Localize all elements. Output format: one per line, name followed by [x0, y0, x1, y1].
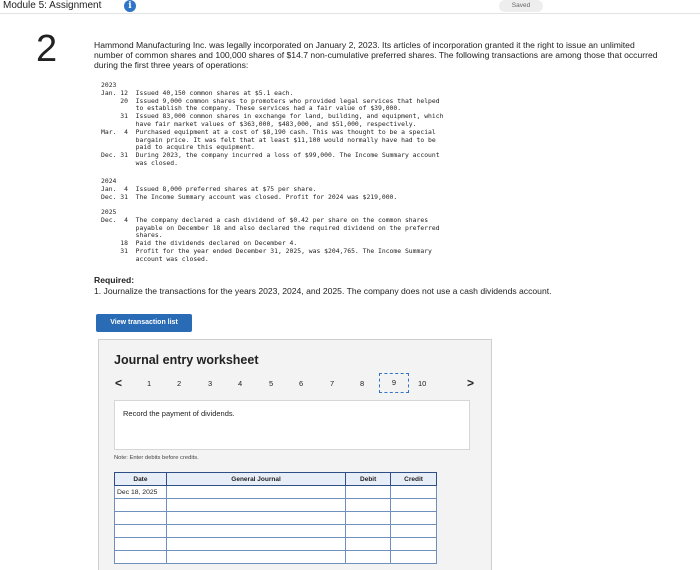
- debit-input[interactable]: [346, 499, 391, 512]
- account-input[interactable]: [166, 538, 345, 551]
- table-row: [115, 551, 437, 564]
- view-transaction-list-button[interactable]: View transaction list: [96, 314, 192, 332]
- date-cell[interactable]: [115, 551, 167, 564]
- account-input[interactable]: [166, 525, 345, 538]
- page-3[interactable]: 3: [208, 379, 213, 388]
- prev-page-icon[interactable]: <: [115, 376, 123, 390]
- column-debit: Debit: [346, 473, 391, 486]
- date-cell[interactable]: [115, 525, 167, 538]
- credit-input[interactable]: [391, 538, 437, 551]
- account-input[interactable]: [166, 551, 345, 564]
- date-cell[interactable]: [115, 499, 167, 512]
- info-icon[interactable]: i: [124, 0, 136, 12]
- account-input[interactable]: [166, 499, 345, 512]
- table-row: [115, 538, 437, 551]
- question-intro: Hammond Manufacturing Inc. was legally incorporated on January 2, 2023. Its articles of incorporation granted it the right to issue an unlimited number of common shares and 100,000 shares of $14.7 non-cumulative preferred shares. The following transactions are among those that occurred during the first three years of operations:: [94, 40, 658, 70]
- column-date: Date: [115, 473, 167, 486]
- journal-table: [114, 472, 437, 564]
- transactions-2023: 2023 Jan. 12 Issued 40,150 common shares at $5.1 each. 20 Issued 9,000 common shares to promoters who provided legal services that helped to establish the company. These services had a fair value of $39,000. 31 Issued 83,000 common shares in exchange for land, building, and equipment, which have fair market values of $363,000, $483,000, and $51,000, respectively. Mar. 4 Purchased equipment at a cost of $8,190 cash. This was thought to be a special bargain price. It was felt that at least $11,100 would normally have had to be paid to acquire this equipment. Dec. 31 During 2023, the company incurred a loss of $99,000. The Income Summary account was closed.: [101, 81, 444, 167]
- note-text: Note: Enter debits before credits.: [114, 455, 199, 461]
- page-7[interactable]: 7: [330, 379, 335, 388]
- page-1[interactable]: 1: [147, 379, 152, 388]
- credit-input[interactable]: [391, 551, 437, 564]
- date-cell[interactable]: Dec 18, 2025: [115, 486, 167, 499]
- account-input[interactable]: [166, 486, 345, 499]
- debit-input[interactable]: [346, 512, 391, 525]
- transactions-2024: 2024 Jan. 4 Issued 8,000 preferred shares at $75 per share. Dec. 31 The Income Summary account was closed. Profit for 2024 was $219,000.: [101, 177, 398, 201]
- instruction-box: [114, 400, 470, 450]
- required-label: Required:: [94, 275, 135, 285]
- journal-header-row: [115, 473, 437, 486]
- saved-badge: Saved: [499, 0, 543, 12]
- next-page-icon[interactable]: >: [467, 376, 475, 390]
- required-text: 1. Journalize the transactions for the years 2023, 2024, and 2025. The company does not use a cash dividends account.: [94, 286, 552, 296]
- page-6[interactable]: 6: [299, 379, 304, 388]
- instruction-text: Record the payment of dividends.: [123, 409, 235, 418]
- question-number: 2: [36, 28, 58, 70]
- page-4[interactable]: 4: [238, 379, 243, 388]
- account-input[interactable]: [166, 512, 345, 525]
- credit-input[interactable]: [391, 525, 437, 538]
- worksheet-title: Journal entry worksheet: [114, 353, 259, 367]
- debit-input[interactable]: [346, 486, 391, 499]
- credit-input[interactable]: [391, 499, 437, 512]
- credit-input[interactable]: [391, 512, 437, 525]
- module-title: Module 5: Assignment: [3, 0, 102, 11]
- top-bar: [0, 0, 700, 14]
- page-10[interactable]: 10: [418, 379, 427, 388]
- table-row: [115, 525, 437, 538]
- date-cell[interactable]: [115, 512, 167, 525]
- journal-entry-worksheet: [98, 339, 492, 570]
- date-cell[interactable]: [115, 538, 167, 551]
- debit-input[interactable]: [346, 551, 391, 564]
- table-row: [115, 499, 437, 512]
- page-8[interactable]: 8: [360, 379, 365, 388]
- debit-input[interactable]: [346, 538, 391, 551]
- table-row: [115, 486, 437, 499]
- page-5[interactable]: 5: [269, 379, 274, 388]
- column-general-journal: General Journal: [166, 473, 345, 486]
- credit-input[interactable]: [391, 486, 437, 499]
- debit-input[interactable]: [346, 525, 391, 538]
- column-credit: Credit: [391, 473, 437, 486]
- page-2[interactable]: 2: [177, 379, 182, 388]
- transactions-2025: 2025 Dec. 4 The company declared a cash dividend of $0.42 per share on the common shares payable on December 18 and also declared the required dividend on the preferred shares. 18 Paid the dividends declared on December 4. 31 Profit for the year ended December 31, 2025, was $204,765. The Income Summary account was closed.: [101, 208, 440, 263]
- table-row: [115, 512, 437, 525]
- page-9-active[interactable]: 9: [379, 373, 409, 393]
